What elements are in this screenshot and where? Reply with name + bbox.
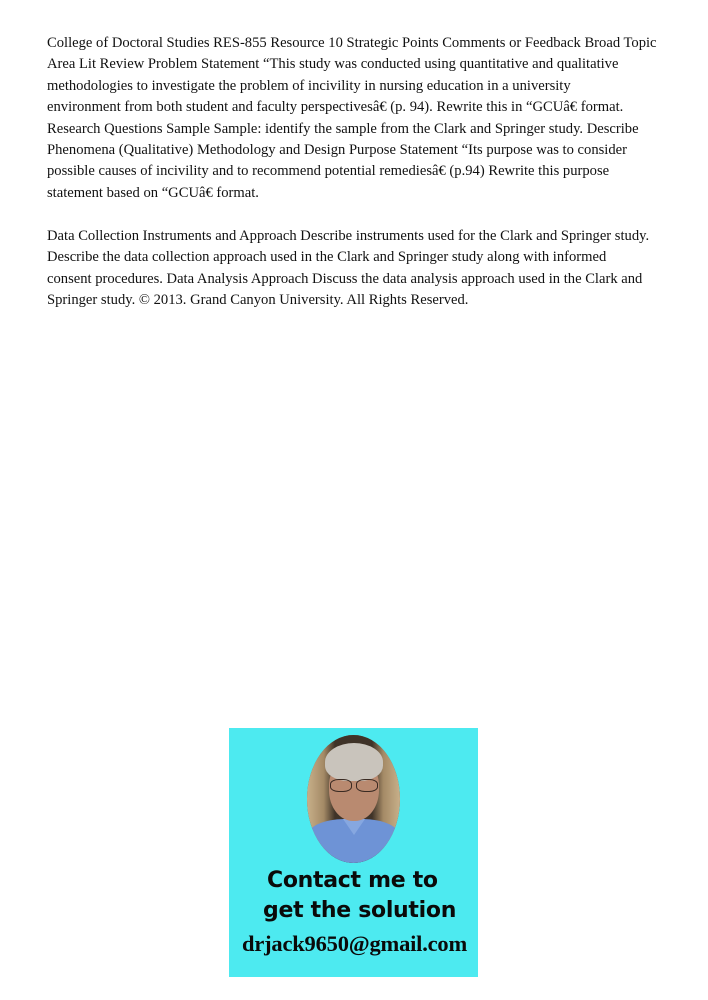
text-line: possible causes of incivility and to recommend potential remediesâ€ (p.94) Rewrite this purpose	[47, 163, 610, 180]
text-line: Data Collection Instruments and Approach Describe instruments used for the Clark and Springer study.	[47, 228, 650, 244]
portrait-image	[307, 735, 400, 863]
paragraph-strategic-points	[47, 33, 667, 204]
contact-email[interactable]: drjack9650@gmail.com	[242, 931, 468, 956]
text-line: College of Doctoral Studies RES-855 Resource 10 Strategic Points Comments or Feedback Broad Topic	[47, 35, 657, 51]
portrait-glasses-icon	[330, 779, 378, 791]
text-line: Describe the data collection approach used in the Clark and Springer study along with informed	[47, 249, 607, 266]
text-line: methodologies to investigate the problem of incivility in nursing education in a university	[47, 77, 571, 94]
text-line: consent procedures. Data Analysis Approach Discuss the data analysis approach used in the Clark and	[47, 270, 643, 287]
contact-heading-line-2: get the solution	[263, 898, 457, 923]
text-line: Research Questions Sample Sample: identify the sample from the Clark and Springer study. Describe	[47, 120, 639, 137]
text-line: Springer study. © 2013. Grand Canyon University. All Rights Reserved.	[47, 292, 469, 309]
contact-banner[interactable]	[229, 728, 478, 977]
text-line: statement based on “GCUâ€ format.	[47, 184, 259, 201]
text-line: Area Lit Review Problem Statement “This study was conducted using quantitative and qualitative	[47, 56, 619, 73]
paragraph-data-collection	[47, 226, 667, 312]
contact-heading-line-1: Contact me to	[267, 868, 438, 893]
text-line: environment from both student and faculty perspectivesâ€ (p. 94). Rewrite this in “GCUâ€ format.	[47, 99, 624, 116]
portrait-hair	[325, 743, 383, 781]
text-line: Phenomena (Qualitative) Methodology and Design Purpose Statement “Its purpose was to consider	[47, 142, 627, 159]
